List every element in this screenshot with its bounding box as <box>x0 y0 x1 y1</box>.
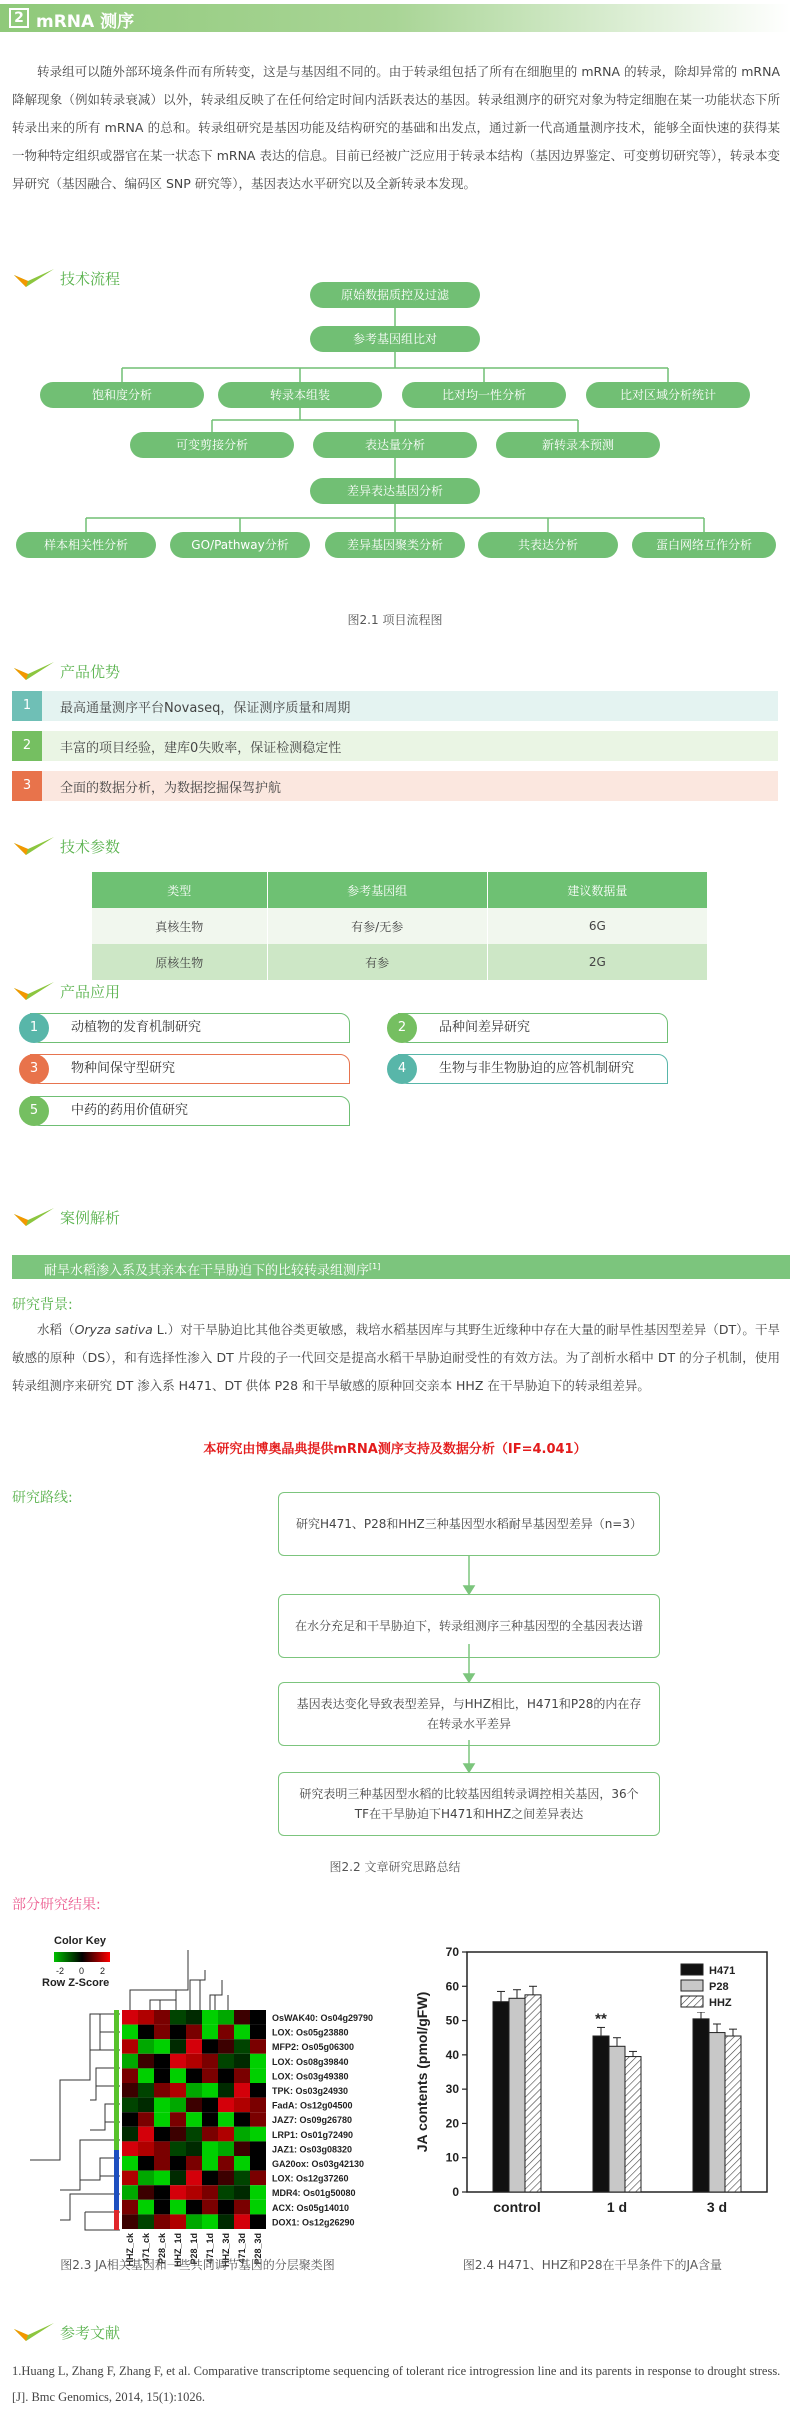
heatmap-cell <box>122 2054 138 2069</box>
heatmap-cell <box>170 2112 186 2127</box>
flow-node-r1-3: 比对区域分析统计 <box>586 382 750 408</box>
heatmap-cell <box>234 2156 250 2171</box>
table-header: 建议数据量 <box>487 872 707 908</box>
heatmap-cell <box>186 2054 202 2069</box>
group-bar-green <box>114 2010 119 2150</box>
flow-node-r3-4: 蛋白网络互作分析 <box>632 532 776 558</box>
table-cell: 2G <box>487 944 707 980</box>
gene-label: DOX1: Os12g26290 <box>272 2217 355 2228</box>
heatmap-cell <box>186 2171 202 2186</box>
heatmap-cell <box>122 2141 138 2156</box>
group-bar-blue <box>114 2150 119 2210</box>
case-title-bar <box>12 1255 790 1279</box>
heatmap-cell <box>250 2112 266 2127</box>
heatmap-cell <box>250 2200 266 2215</box>
results-label: 部分研究结果: <box>12 1897 101 1913</box>
y-tick-label: 40 <box>445 2047 459 2062</box>
color-key-title: Color Key <box>54 1935 106 1947</box>
legend-label: H471 <box>709 1965 736 1977</box>
sample-label: P28_ck <box>157 2233 167 2265</box>
advantage-number: 1 <box>12 691 42 721</box>
heatmap-cell <box>218 2112 234 2127</box>
bar <box>509 1998 525 2192</box>
advantage-number: 3 <box>12 771 42 801</box>
bar <box>693 2019 709 2192</box>
color-key-tick: -2 <box>56 1966 65 1976</box>
advantage-item <box>12 691 778 721</box>
route-step: 研究H471、P28和HHZ三种基因型水稻耐旱基因型差异（n=3） <box>278 1492 660 1556</box>
heatmap-cell <box>170 2068 186 2083</box>
heatmap-cell <box>250 2039 266 2054</box>
heatmap-cell <box>154 2214 170 2229</box>
application-item <box>30 1096 350 1126</box>
heatmap-cell <box>170 2127 186 2142</box>
check-icon <box>12 980 56 1002</box>
application-item <box>398 1013 668 1043</box>
heatmap-cell <box>234 2200 250 2215</box>
advantage-text: 丰富的项目经验，建库0失败率，保证检测稳定性 <box>60 740 342 756</box>
application-text: 动植物的发育机制研究 <box>71 1020 202 1035</box>
heatmap-cell <box>234 2098 250 2113</box>
heatmap-cell <box>138 2098 154 2113</box>
table-header-row <box>92 872 708 908</box>
application-number: 1 <box>19 1013 49 1043</box>
params-table <box>92 872 708 980</box>
heatmap-cell <box>202 2127 218 2142</box>
bar-chart-caption: 图2.4 H471、HHZ和P28在干旱条件下的JA含量 <box>462 2258 723 2272</box>
heatmap-cell <box>154 2010 170 2025</box>
heatmap-cell <box>218 2025 234 2040</box>
heatmap-cells <box>122 2010 266 2229</box>
background-label: 研究背景: <box>12 1297 73 1313</box>
section-number: 2 <box>9 8 29 28</box>
heatmap-cell <box>154 2068 170 2083</box>
heatmap-cell <box>202 2054 218 2069</box>
heatmap-cell <box>234 2171 250 2186</box>
section-header <box>0 4 790 32</box>
gene-label: FadA: Os12g04500 <box>272 2100 353 2111</box>
heatmap-cell <box>170 2141 186 2156</box>
heatmap-cell <box>218 2054 234 2069</box>
heatmap-cell <box>122 2083 138 2098</box>
heatmap-cell <box>138 2010 154 2025</box>
heatmap-cell <box>122 2039 138 2054</box>
y-tick-label: 20 <box>445 2116 459 2131</box>
heatmap-cell <box>202 2039 218 2054</box>
heatmap-cell <box>250 2083 266 2098</box>
heatmap-cell <box>122 2185 138 2200</box>
heatmap-cell <box>138 2112 154 2127</box>
heatmap-cell <box>122 2127 138 2142</box>
legend-swatch <box>681 1980 703 1991</box>
heading-tech-flow: 技术流程 <box>12 266 120 290</box>
flow-caption: 图2.1 项目流程图 <box>347 613 443 627</box>
reference-text: 1.Huang L, Zhang F, Zhang F, et al. Comparative transcriptome sequencing of tolerant rice introgression line and its parents in response to drought stress.[J]. Bmc Genomics, 2014, 15(1):1026. <box>12 2364 781 2404</box>
application-text: 中药的药用价值研究 <box>71 1103 189 1118</box>
heatmap-cell <box>250 2010 266 2025</box>
heatmap-cell <box>122 2200 138 2215</box>
check-icon <box>12 835 56 857</box>
heatmap-cell <box>218 2098 234 2113</box>
heatmap-figure <box>0 1930 395 2270</box>
heatmap-cell <box>138 2171 154 2186</box>
advantage-text: 全面的数据分析，为数据挖掘保驾护航 <box>60 780 282 796</box>
advantage-text: 最高通量测序平台Novaseq，保证测序质量和周期 <box>60 700 351 716</box>
heatmap-cell <box>186 2039 202 2054</box>
y-axis-label: JA contents (pmol/gFW) <box>414 1991 430 2153</box>
heading-case: 案例解析 <box>12 1205 120 1229</box>
heatmap-cell <box>250 2185 266 2200</box>
section-title: mRNA 测序 <box>36 12 135 32</box>
heatmap-cell <box>170 2054 186 2069</box>
heatmap-cell <box>234 2141 250 2156</box>
flow-node-r3-1: GO/Pathway分析 <box>170 532 310 558</box>
heatmap-cell <box>170 2039 186 2054</box>
heatmap-cell <box>250 2054 266 2069</box>
heatmap-cell <box>154 2141 170 2156</box>
application-number: 3 <box>19 1054 49 1084</box>
route-step: 基因表达变化导致表型差异，与HHZ相比，H471和P28的内在存在转录水平差异 <box>278 1682 660 1746</box>
heatmap-cell <box>186 2200 202 2215</box>
heatmap-cell <box>218 2083 234 2098</box>
heatmap-cell <box>202 2156 218 2171</box>
sample-label: HHZ_3d <box>221 2233 231 2268</box>
heatmap-cell <box>122 2068 138 2083</box>
heatmap-cell <box>218 2200 234 2215</box>
y-tick-label: 30 <box>445 2082 459 2097</box>
heatmap-cell <box>186 2025 202 2040</box>
y-tick-label: 0 <box>452 2185 459 2199</box>
heatmap-caption: 图2.3 JA相关基因和一些共同调节基因的分层聚类图 <box>60 2258 335 2272</box>
heatmap-cell <box>250 2098 266 2113</box>
heatmap-cell <box>138 2068 154 2083</box>
heatmap-cell <box>250 2127 266 2142</box>
heatmap-cell <box>170 2083 186 2098</box>
heatmap-cell <box>138 2200 154 2215</box>
gene-label: LRP1: Os01g72490 <box>272 2129 354 2140</box>
significance-mark: ** <box>595 2010 607 2028</box>
heatmap-cell <box>202 2200 218 2215</box>
route-step: 研究表明三种基因型水稻的比较基因组转录调控相关基因，36个TF在干旱胁迫下H471和HHZ之间差异表达 <box>278 1772 660 1836</box>
heatmap-cell <box>154 2083 170 2098</box>
table-header: 参考基因组 <box>267 872 487 908</box>
heatmap-cell <box>202 2214 218 2229</box>
flowchart <box>0 268 790 618</box>
bar <box>609 2046 625 2192</box>
table-cell: 真核生物 <box>92 908 267 944</box>
table-row <box>92 944 708 980</box>
heatmap-cell <box>138 2083 154 2098</box>
table-cell: 有参 <box>267 944 487 980</box>
application-number: 5 <box>19 1096 49 1126</box>
heatmap-cell <box>218 2127 234 2142</box>
heatmap-cell <box>234 2214 250 2229</box>
heatmap-cell <box>154 2127 170 2142</box>
heatmap-cell <box>186 2141 202 2156</box>
heatmap-cell <box>218 2214 234 2229</box>
legend-swatch <box>681 1964 703 1975</box>
heatmap-cell <box>186 2185 202 2200</box>
heatmap-cell <box>122 2010 138 2025</box>
heatmap-cell <box>234 2054 250 2069</box>
sample-label: 471_3d <box>237 2233 247 2264</box>
group-bar-red <box>114 2210 119 2230</box>
heatmap-cell <box>202 2025 218 2040</box>
bar <box>593 2036 609 2192</box>
bar <box>493 2002 509 2192</box>
heatmap-cell <box>122 2171 138 2186</box>
heatmap-cell <box>186 2214 202 2229</box>
y-tick-label: 60 <box>445 1979 459 1994</box>
heatmap-cell <box>170 2025 186 2040</box>
heatmap-cell <box>202 2112 218 2127</box>
legend-label: P28 <box>709 1981 729 1993</box>
heatmap-cell <box>138 2127 154 2142</box>
latin-name: Oryza sativa <box>74 1322 153 1337</box>
sample-label: 471_1d <box>205 2233 215 2264</box>
route-label: 研究路线: <box>12 1490 73 1506</box>
heatmap-cell <box>138 2214 154 2229</box>
route-caption: 图2.2 文章研究思路总结 <box>329 1860 461 1874</box>
sample-label: P28_1d <box>189 2233 199 2265</box>
gene-label: LOX: Os12g37260 <box>272 2173 349 2184</box>
heatmap-cell <box>186 2156 202 2171</box>
y-tick-label: 10 <box>445 2150 459 2165</box>
sample-label: HHZ_1d <box>173 2233 183 2268</box>
heatmap-cell <box>218 2171 234 2186</box>
heatmap-cell <box>234 2010 250 2025</box>
color-key-label: Row Z-Score <box>42 1977 110 1989</box>
bar-chart-svg <box>395 1930 790 2250</box>
legend-label: HHZ <box>709 1997 732 2009</box>
heatmap-cell <box>202 2141 218 2156</box>
heatmap-cell <box>154 2054 170 2069</box>
bar <box>709 2033 725 2192</box>
route-step: 在水分充足和干旱胁迫下，转录组测序三种基因型的全基因表达谱 <box>278 1594 660 1658</box>
heatmap-cell <box>202 2083 218 2098</box>
application-item <box>30 1054 350 1084</box>
flow-node-r2-0: 可变剪接分析 <box>130 432 294 458</box>
heatmap-cell <box>202 2068 218 2083</box>
flow-node-r2-1: 表达量分析 <box>313 432 477 458</box>
heatmap-cell <box>234 2025 250 2040</box>
heatmap-cell <box>138 2141 154 2156</box>
heatmap-cell <box>154 2171 170 2186</box>
gene-label: OsWAK40: Os04g29790 <box>272 2013 374 2023</box>
advantage-item <box>12 771 778 801</box>
bar <box>725 2036 741 2192</box>
table-cell: 有参/无参 <box>267 908 487 944</box>
bar-chart-figure <box>395 1930 790 2280</box>
application-item <box>398 1054 668 1084</box>
gene-label: ACX: Os05g14010 <box>272 2202 350 2213</box>
heatmap-cell <box>154 2025 170 2040</box>
heatmap-cell <box>154 2112 170 2127</box>
heatmap-cell <box>234 2039 250 2054</box>
flow-node-r1-1: 转录本组装 <box>218 382 382 408</box>
heatmap-cell <box>250 2171 266 2186</box>
check-icon <box>12 660 56 682</box>
flow-node-r2-2: 新转录本预测 <box>496 432 660 458</box>
heatmap-cell <box>218 2039 234 2054</box>
citation-mark: [1] <box>369 1262 381 1271</box>
heatmap-cell <box>234 2112 250 2127</box>
table-header: 类型 <box>92 872 267 908</box>
bar-chart-plot <box>414 1945 767 2215</box>
table-row <box>92 908 708 944</box>
flow-node-align: 参考基因组比对 <box>310 326 480 352</box>
heading-applications: 产品应用 <box>12 979 120 1003</box>
heatmap-cell <box>138 2039 154 2054</box>
table-cell: 原核生物 <box>92 944 267 980</box>
y-tick-label: 70 <box>445 1945 459 1959</box>
heatmap-cell <box>154 2185 170 2200</box>
heatmap-cell <box>202 2185 218 2200</box>
case-title: 耐旱水稻渗入系及其亲本在干旱胁迫下的比较转录组测序 <box>44 1263 370 1279</box>
heatmap-cell <box>250 2068 266 2083</box>
flow-node-r3-3: 共表达分析 <box>478 532 618 558</box>
background-paragraph: 水稻（Oryza sativa L.）对干旱胁迫比其他谷类更敏感，栽培水稻基因库与其野生近缘种中存在大量的耐旱性基因型差异（DT）。干旱敏感的原种（DS），和有选择性渗入 DT 片段的子一代回交是提高水稻干旱胁迫耐受性的有效方法。为了剖析水稻中 DT 的分子机制，使用转录组测序来研究 DT 渗入系 H471、DT 供体 P28 和干旱敏感的原种回交亲本 HHZ 在干旱胁迫下的转录组差异。 <box>12 1322 780 1393</box>
heatmap-cell <box>170 2171 186 2186</box>
heatmap-cell <box>122 2156 138 2171</box>
heatmap-cell <box>170 2200 186 2215</box>
heatmap-cell <box>154 2200 170 2215</box>
heatmap-cell <box>218 2010 234 2025</box>
heatmap-cell <box>154 2039 170 2054</box>
heatmap-cell <box>170 2214 186 2229</box>
advantage-number: 2 <box>12 731 42 761</box>
gene-label: JAZ1: Os03g08320 <box>272 2144 353 2155</box>
heatmap-cell <box>122 2112 138 2127</box>
intro-paragraph: 转录组可以随外部环境条件而有所转变，这是与基因组不同的。由于转录组包括了所有在细胞里的 mRNA 的转录，除却异常的 mRNA 降解现象（例如转录衰减）以外，转录组反映了在任何给定时间内活跃表达的基因。转录组测序的研究对象为特定细胞在某一功能状态下所转录出来的所有 mRNA 的总和。转录组研究是基因功能及结构研究的基础和出发点，通过新一代高通量测序技术，能够全面快速的获得某一物种特定组织或器官在某一状态下 mRNA 表达的信息。目前已经被广泛应用于转录本结构（基因边界鉴定、可变剪切研究等），转录本变异研究（基因融合、编码区 SNP 研究等），基因表达水平研究以及全新转录本发现。 <box>12 64 780 191</box>
advantage-item <box>12 731 778 761</box>
heatmap-cell <box>138 2185 154 2200</box>
color-key-bar <box>54 1952 110 1962</box>
gene-label: LOX: Os05g23880 <box>272 2027 349 2038</box>
heatmap-cell <box>250 2025 266 2040</box>
bar <box>625 2057 641 2192</box>
x-tick-label: 3 d <box>706 2199 728 2215</box>
heatmap-cell <box>122 2214 138 2229</box>
gene-label: MFP2: Os05g06300 <box>272 2042 355 2053</box>
heatmap-cell <box>186 2112 202 2127</box>
bar <box>525 1995 541 2192</box>
gene-labels <box>272 2013 373 2227</box>
application-number: 4 <box>387 1054 417 1084</box>
heatmap-cell <box>170 2156 186 2171</box>
x-tick-label: 1 d <box>606 2199 628 2215</box>
application-text: 物种间保守型研究 <box>71 1061 176 1076</box>
heatmap-cell <box>186 2010 202 2025</box>
check-icon <box>12 1206 56 1228</box>
heatmap-cell <box>138 2156 154 2171</box>
sample-label: HHZ_ck <box>125 2233 135 2267</box>
heatmap-cell <box>154 2156 170 2171</box>
application-number: 2 <box>387 1013 417 1043</box>
heatmap-cell <box>170 2010 186 2025</box>
y-tick-label: 50 <box>445 2013 459 2028</box>
heatmap-cell <box>250 2141 266 2156</box>
gene-label: JAZ7: Os09g26780 <box>272 2115 353 2126</box>
color-key-tick: 0 <box>79 1966 85 1976</box>
heatmap-cell <box>186 2068 202 2083</box>
flow-node-r1-0: 饱和度分析 <box>40 382 204 408</box>
flow-node-r1-2: 比对均一性分析 <box>402 382 566 408</box>
heatmap-cell <box>250 2214 266 2229</box>
heatmap-cell <box>250 2156 266 2171</box>
application-item <box>30 1013 350 1043</box>
gene-label: GA20ox: Os03g42130 <box>272 2159 365 2169</box>
sample-label: 471_ck <box>141 2233 151 2264</box>
flow-node-r3-2: 差异基因聚类分析 <box>325 532 465 558</box>
check-icon <box>12 2321 56 2343</box>
heatmap-cell <box>202 2171 218 2186</box>
heatmap-cell <box>170 2098 186 2113</box>
heatmap-cell <box>122 2098 138 2113</box>
heading-params: 技术参数 <box>12 834 120 858</box>
heatmap-cell <box>186 2098 202 2113</box>
heatmap-cell <box>234 2127 250 2142</box>
heatmap-cell <box>218 2141 234 2156</box>
table-cell: 6G <box>487 908 707 944</box>
heatmap-cell <box>170 2185 186 2200</box>
heatmap-cell <box>138 2054 154 2069</box>
color-key-tick: 2 <box>100 1966 106 1976</box>
heatmap-cell <box>186 2127 202 2142</box>
sample-label: P28_3d <box>253 2233 263 2265</box>
heatmap-cell <box>154 2098 170 2113</box>
heatmap-cell <box>234 2185 250 2200</box>
heatmap-cell <box>138 2025 154 2040</box>
heatmap-cell <box>186 2083 202 2098</box>
flow-node-deg: 差异表达基因分析 <box>310 478 480 504</box>
heatmap-cell <box>218 2156 234 2171</box>
gene-label: LOX: Os03g49380 <box>272 2071 349 2082</box>
support-note: 本研究由博奥晶典提供mRNA测序支持及数据分析（IF=4.041） <box>203 1442 587 1457</box>
gene-label: MDR4: Os01g50080 <box>272 2188 356 2199</box>
application-text: 生物与非生物胁迫的应答机制研究 <box>439 1061 635 1076</box>
flow-node-r3-0: 样本相关性分析 <box>16 532 156 558</box>
heatmap-cell <box>218 2068 234 2083</box>
gene-label: LOX: Os08g39840 <box>272 2056 349 2067</box>
application-text: 品种间差异研究 <box>439 1020 531 1035</box>
heatmap-cell <box>122 2025 138 2040</box>
legend-swatch <box>681 1996 703 2007</box>
gene-label: TPK: Os03g24930 <box>272 2086 349 2096</box>
heatmap-cell <box>202 2010 218 2025</box>
heatmap-cell <box>234 2083 250 2098</box>
heading-advantages: 产品优势 <box>12 659 120 683</box>
heatmap-cell <box>218 2185 234 2200</box>
x-tick-label: control <box>493 2199 541 2215</box>
heading-reference: 参考文献 <box>12 2320 120 2344</box>
flow-node-qc: 原始数据质控及过滤 <box>310 282 480 308</box>
heatmap-cell <box>202 2098 218 2113</box>
heatmap-cell <box>234 2068 250 2083</box>
